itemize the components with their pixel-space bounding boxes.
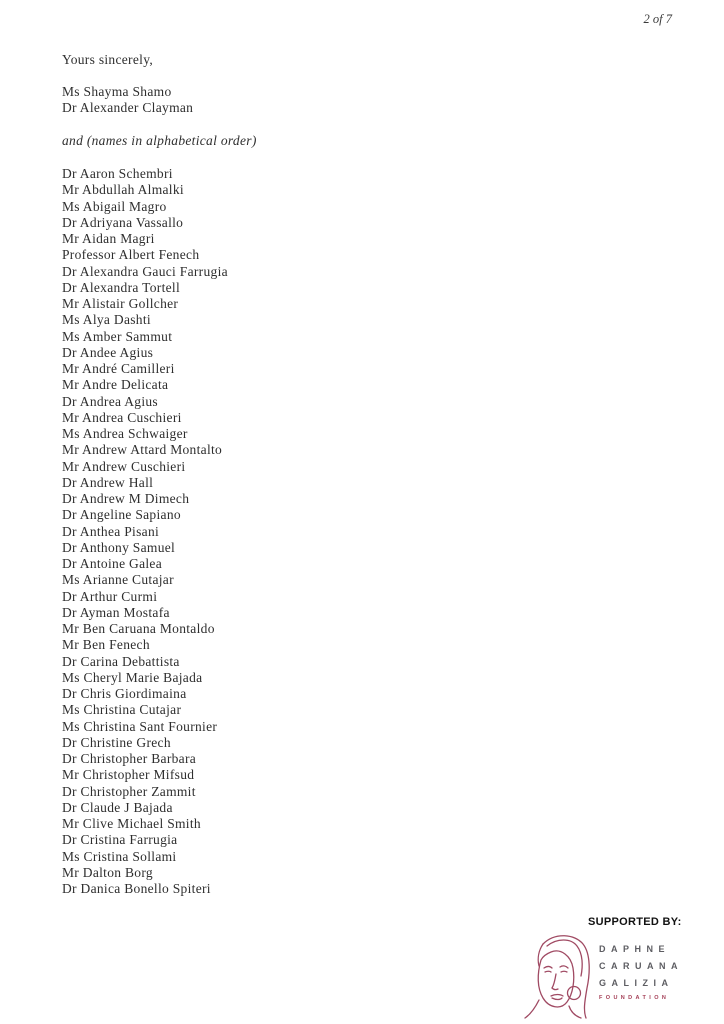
list-item: Mr Ben Caruana Montaldo	[62, 621, 215, 636]
list-item: Mr Dalton Borg	[62, 864, 153, 880]
list-item: Ms Andrea Schwaiger	[62, 426, 188, 441]
list-item: Dr Alexandra Tortell	[62, 279, 181, 295]
list-item: Ms Cristina Sollami	[62, 848, 177, 864]
list-item: Mr Christopher Mifsud	[62, 767, 195, 783]
list-item: Dr Cristina Farrugia	[62, 832, 178, 848]
signatory-name: Ms Shayma Shamo	[62, 84, 172, 99]
logo-line-caruana: CARUANA	[599, 961, 683, 971]
list-item: Professor Albert Fenech	[62, 247, 200, 263]
logo-line-foundation: FOUNDATION	[599, 995, 670, 1001]
list-item: Ms Christina Sant Fournier	[62, 718, 218, 734]
list-item: Ms Alya Dashti	[62, 312, 151, 328]
list-item: Ms Arianne Cutajar	[62, 572, 174, 588]
list-item: Dr Chris Giordimaina	[62, 686, 187, 701]
list-item: Dr Andrea Agius	[62, 393, 158, 409]
signatories-list	[62, 84, 193, 117]
list-item: Dr Carina Debattista	[62, 653, 180, 669]
list-item: Mr Ben Fenech	[62, 637, 150, 653]
list-item: Dr Danica Bonello Spiteri	[62, 881, 211, 896]
list-item: Mr Andrew Cuschieri	[62, 458, 186, 474]
list-item: Dr Alexandra Gauci Farrugia	[62, 263, 228, 279]
logo-line-galizia: GALIZIA	[599, 978, 674, 988]
list-item: Dr Anthony Samuel	[62, 539, 176, 555]
list-item: Ms Abigail Magro	[62, 198, 167, 214]
list-item: Dr Christine Grech	[62, 734, 171, 750]
page-number: 2 of 7	[643, 12, 672, 26]
list-item: Mr Alistair Gollcher	[62, 296, 179, 311]
woman-face-line-icon	[517, 930, 595, 1020]
logo-line-daphne: DAPHNE	[599, 944, 671, 954]
list-item: Dr Adriyana Vassallo	[62, 214, 184, 230]
names-list	[62, 166, 228, 897]
list-item: Dr Christopher Zammit	[62, 783, 196, 799]
list-item: Dr Christopher Barbara	[62, 751, 197, 766]
closing-line: Yours sincerely,	[62, 52, 154, 67]
list-item: Ms Amber Sammut	[62, 328, 173, 344]
list-item: Dr Arthur Curmi	[62, 588, 158, 604]
list-item: Dr Antoine Galea	[62, 556, 163, 571]
list-item: Dr Claude J Bajada	[62, 799, 173, 815]
list-item: Mr André Camilleri	[62, 361, 175, 376]
list-item: Dr Anthea Pisani	[62, 523, 160, 539]
foundation-logo	[517, 928, 717, 1020]
foundation-logo-text	[599, 941, 683, 1001]
list-item: Dr Aaron Schembri	[62, 166, 173, 181]
list-item: Mr Andrea Cuschieri	[62, 409, 182, 425]
list-item: Mr Andre Delicata	[62, 377, 169, 393]
list-item: Ms Cheryl Marie Bajada	[62, 669, 203, 685]
list-item: Mr Clive Michael Smith	[62, 816, 201, 831]
list-item: Dr Angeline Sapiano	[62, 507, 181, 523]
list-item: Ms Christina Cutajar	[62, 702, 182, 718]
list-item: Mr Andrew Attard Montalto	[62, 442, 223, 458]
alphabetical-note: and (names in alphabetical order)	[62, 133, 257, 148]
list-item: Dr Andrew Hall	[62, 474, 154, 490]
list-item: Mr Abdullah Almalki	[62, 182, 184, 198]
list-item: Dr Ayman Mostafa	[62, 604, 170, 620]
list-item: Mr Aidan Magri	[62, 231, 155, 246]
list-item: Dr Andrew M Dimech	[62, 491, 190, 506]
supported-by-label: SUPPORTED BY:	[588, 916, 682, 928]
signatory-name: Dr Alexander Clayman	[62, 100, 194, 116]
list-item: Dr Andee Agius	[62, 344, 154, 360]
